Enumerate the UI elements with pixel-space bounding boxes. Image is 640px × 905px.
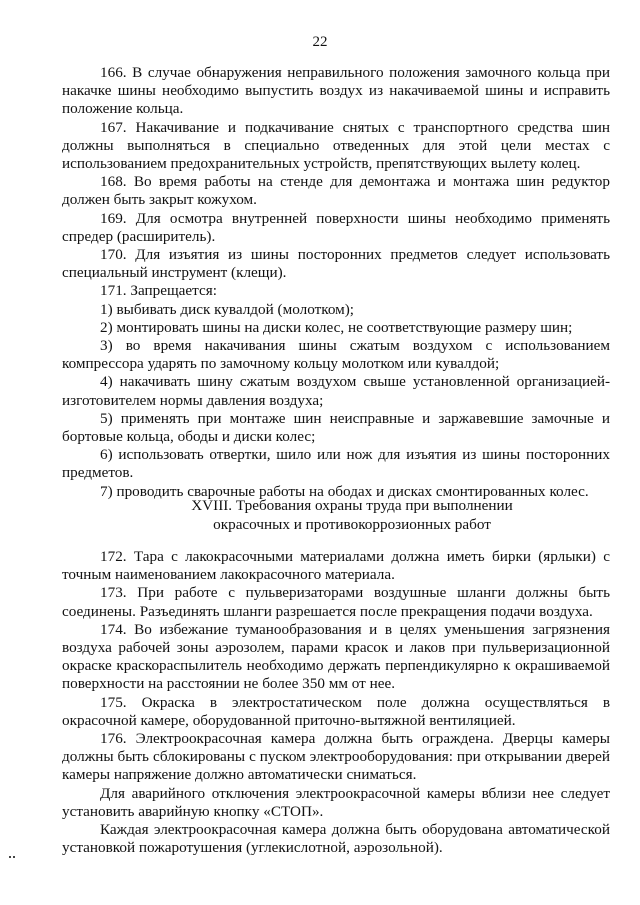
list-item-7: 7) проводить сварочные работы на ободах и дисках смонтированных колес.: [100, 482, 589, 500]
paragraph-176-fire: Каждая электроокрасочная камера должна быть оборудована автоматической установкой пожаротушения (углекислотной, аэрозольной).: [62, 821, 610, 857]
paragraph-172: 172. Тара с лакокрасочными материалами должна иметь бирки (ярлыки) с точным наименованием лакокрасочного материала.: [62, 548, 610, 584]
paragraph-175: 175. Окраска в электростатическом поле должна осуществляться в окрасочной камере, оборудованной приточно-вытяжной вентиляцией.: [62, 693, 610, 729]
list-item-1: 1) выбивать диск кувалдой (молотком);: [100, 300, 355, 318]
list-item-5: 5) применять при монтаже шин неисправные и заржавевшие замочные и бортовые кольца, ободы и диски колес;: [62, 409, 610, 446]
paragraph-174: 174. Во избежание туманообразования и в целях уменьшения загрязнения воздуха рабочей зоны аэрозолем, парами красок и лаков при пульверизационной окраске краскораспылитель необходимо держать перпендикулярно к окрашиваемой поверхности на расстоянии не более 350 мм от нее.: [62, 620, 610, 693]
list-item-6: 6) использовать отвертки, шило или нож для изъятия из шины посторонних предметов.: [62, 446, 610, 482]
paragraph-169: 169. Для осмотра внутренней поверхности шины необходимо применять спредер (расширитель).: [62, 209, 610, 245]
paragraph-170: 170. Для изъятия из шины посторонних предметов следует использовать специальный инструмент (клещи).: [62, 246, 610, 282]
paragraph-168: 168. Во время работы на стенде для демонтажа и монтажа шин редуктор должен быть закрыт кожухом.: [62, 173, 610, 209]
paragraph-167: 167. Накачивание и подкачивание снятых с транспортного средства шин должны выполняться в специально отведенных для этой цели местах с использованием предохранительных устройств, препятствующих вылету колец.: [62, 118, 610, 173]
list-item-3: 3) во время накачивания шины сжатым воздухом с использованием компрессора ударять по замочному кольцу молотком или кувалдой;: [62, 337, 610, 373]
scan-margin-mark: [9, 845, 19, 851]
section-heading-line1: XVIII. Требования охраны труда при выполнении: [191, 497, 513, 514]
paragraph-176-emergency: Для аварийного отключения электроокрасочной камеры вблизи нее следует установить аварийную кнопку «СТОП».: [62, 784, 610, 820]
section-body-bottom: [62, 548, 610, 857]
section-body-top: [62, 64, 610, 501]
section-heading-line2: окрасочных и противокоррозионных работ: [213, 515, 491, 533]
paragraph-173: 173. При работе с пульверизаторами воздушные шланги должны быть соединены. Разъединять шланги разрешается после прекращения подачи воздуха.: [62, 584, 610, 620]
list-item-4: 4) накачивать шину сжатым воздухом свыше установленной организацией-изготовителем нормы давления воздуха;: [62, 373, 610, 409]
paragraph-166: 166. В случае обнаружения неправильного положения замочного кольца при накачке шины необходимо выпустить воздух из накачиваемой шины и исправить положение кольца.: [62, 64, 610, 118]
paragraph-171: 171. Запрещается:: [100, 282, 217, 300]
page-number: 22: [312, 34, 328, 50]
section-heading: [62, 497, 640, 534]
list-item-2: 2) монтировать шины на диски колес, не соответствующие размеру шин;: [100, 318, 573, 336]
paragraph-176: 176. Электроокрасочная камера должна быть ограждена. Дверцы камеры должны быть сблокированы с пуском электрооборудования: при открывании дверей камеры напряжение должно автоматически сниматься.: [62, 730, 610, 784]
